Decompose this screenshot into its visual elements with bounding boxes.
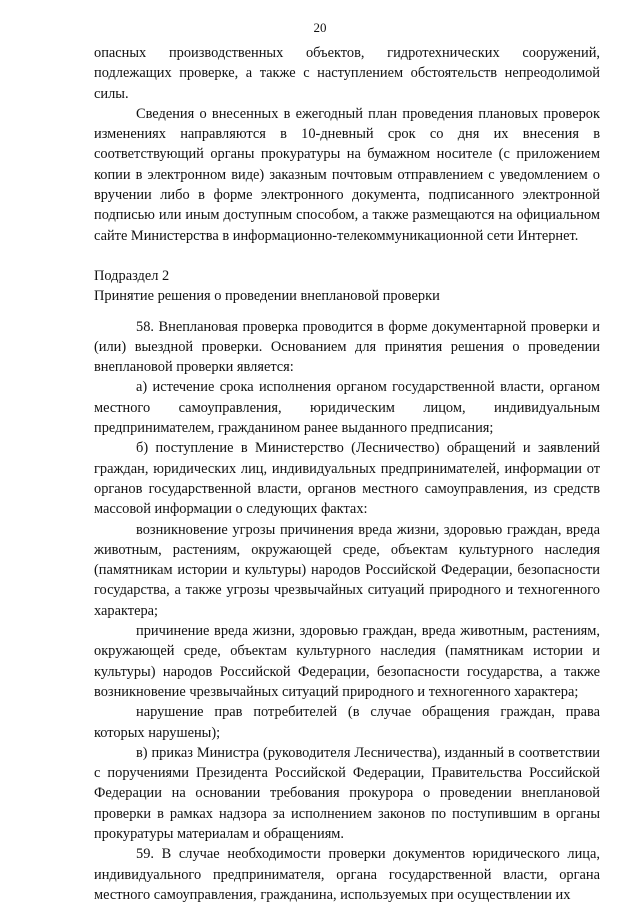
paragraph-58-a: а) истечение срока исполнения органом государственной власти, органом местного самоуправления, юридическим лицом, индивидуальным предпринимателем, гражданином ранее выданного предписания;	[94, 379, 600, 437]
paragraph-59: 59. В случае необходимости проверки документов юридического лица, индивидуального предпринимателя, органа государственной власти, органа местного самоуправления, гражданина, используемых при осуществлении их	[94, 846, 600, 903]
spacer	[94, 246, 600, 266]
paragraph-58-v: в) приказ Министра (руководителя Лесничества), изданный в соответствии с поручениями Президента Российской Федерации, Правительства Российской Федерации на основании требования прокурора о проведении внеплановой проверки в рамках надзора за исполнением законов по поступившим в органы прокуратуры материалам и обращениям.	[94, 744, 600, 842]
paragraph-threat: возникновение угрозы причинения вреда жизни, здоровью граждан, вреда животным, растениям, окружающей среде, объектам культурного наследия (памятникам истории и культуры) народов Российской Федерации, безопасности государства, а также угрозы чрезвычайных ситуаций природного и техногенного характера;	[94, 521, 600, 619]
document-body	[94, 43, 600, 905]
subsection-title: Принятие решения о проведении внеплановой проверки	[94, 288, 440, 305]
page-number: 20	[313, 20, 327, 35]
paragraph-58-b: б) поступление в Министерство (Лесничество) обращений и заявлений граждан, юридических лиц, индивидуальных предпринимателей, информации от органов государственной власти, органов местного самоуправления, из средств массовой информации о следующих фактах:	[94, 440, 600, 518]
paragraph-58: 58. Внеплановая проверка проводится в форме документарной проверки и (или) выездной проверки. Основанием для принятия решения о проведении внеплановой проверки является:	[94, 318, 600, 376]
paragraph-consumer-rights: нарушение прав потребителей (в случае обращения граждан, права которых нарушены);	[94, 704, 600, 741]
paragraph-continuation: опасных производственных объектов, гидротехнических сооружений, подлежащих проверке, а также с наступлением обстоятельств непреодолимой силы.	[94, 45, 600, 102]
paragraph-plan-changes: Сведения о внесенных в ежегодный план проведения плановых проверок изменениях направляются в 10-дневный срок со дня их внесения в соответствующий органы прокуратуры на бумажном носителе (с приложением копии в электронном виде) заказным почтовым отправлением с уведомлением о вручении либо в форме электронного документа, подписанного электронной подписью или иным доступным способом, а также размещаются на официальном сайте Министерства в информационно-телекоммуникационной сети Интернет.	[94, 105, 600, 244]
spacer	[94, 307, 600, 317]
subsection-label: Подраздел 2	[94, 267, 170, 284]
paragraph-harm: причинение вреда жизни, здоровью граждан, вреда животным, растениям, окружающей среде, объектам культурного наследия (памятникам истории и культуры) народов Российской Федерации, безопасности государства, а также возникновение чрезвычайных ситуаций природного и техногенного характера;	[94, 623, 600, 700]
